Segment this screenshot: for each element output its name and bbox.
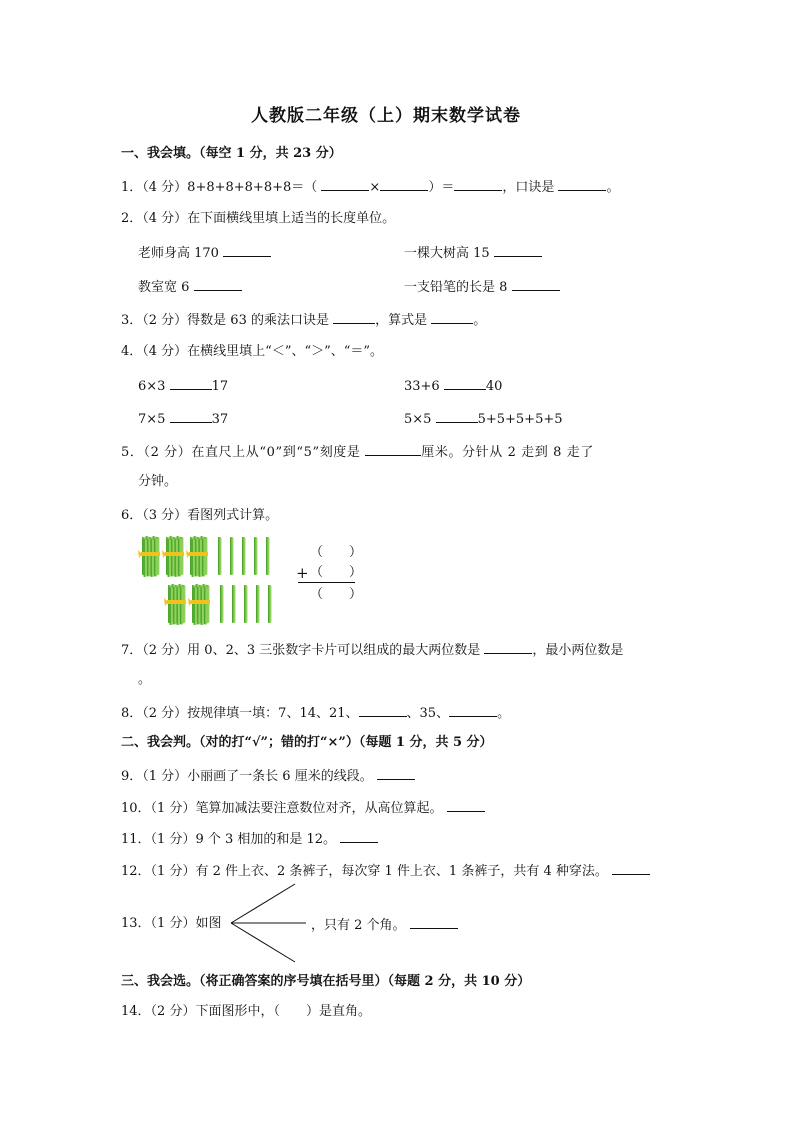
answer-blank[interactable] <box>340 830 378 843</box>
answer-blank[interactable] <box>377 767 415 780</box>
answer-blank[interactable] <box>558 178 606 191</box>
sum-line <box>298 582 355 583</box>
section-3-heading: 三、我会选。（将正确答案的序号填在括号里）（每题 2 分，共 10 分） <box>121 974 531 989</box>
q4-right: 17 <box>211 379 229 394</box>
q4-item <box>138 377 228 395</box>
q2-item <box>404 278 560 296</box>
paren-close: ） <box>349 545 363 560</box>
eq-row-1 <box>310 545 362 561</box>
q2-item-text: 老师身高 170 <box>138 246 219 261</box>
q4-left: 6×3 <box>138 379 166 394</box>
q4-left: 5×5 <box>404 412 432 427</box>
q8-prefix: 8．（2 分）按规律填一填：7、14、21、 <box>121 706 359 721</box>
answer-blank[interactable] <box>321 178 369 191</box>
q2-item <box>138 244 271 262</box>
question-6-stem: 6．（3 分）看图列式计算。 <box>121 508 279 523</box>
q1-times: × <box>369 180 381 195</box>
answer-blank[interactable] <box>333 311 375 324</box>
answer-blank[interactable] <box>365 443 421 456</box>
answer-blank[interactable] <box>612 862 650 875</box>
q4-right: 5+5+5+5+5 <box>477 412 563 427</box>
q7-text-b: ，最小两位数是 <box>532 643 624 658</box>
question-7-line2: 。 <box>138 672 152 687</box>
q3-mid: ，算式是 <box>375 313 428 328</box>
question-12 <box>121 862 650 880</box>
q2-item-text: 一棵大树高 15 <box>404 246 490 261</box>
eq-row-2 <box>310 565 362 581</box>
eq-row-3 <box>310 587 362 603</box>
answer-blank[interactable] <box>380 178 428 191</box>
answer-blank[interactable] <box>410 916 458 929</box>
q11-text: 11．（1 分）9 个 3 相加的和是 12。 <box>121 832 337 847</box>
q8-end: 。 <box>497 706 511 721</box>
q10-text: 10．（1 分）笔算加减法要注意数位对齐，从高位算起。 <box>121 801 443 816</box>
question-7-line1 <box>121 641 623 659</box>
ray-top <box>231 884 295 923</box>
question-5-line1 <box>121 443 594 461</box>
q12-text: 12．（1 分）有 2 件上衣、2 条裤子，每次穿 1 件上衣、1 条裤子，共有 4 种穿法。 <box>121 864 608 879</box>
question-13-prefix: 13．（1 分）如图 <box>121 916 222 931</box>
q4-right: 40 <box>485 379 503 394</box>
paren-open: （ <box>310 565 324 580</box>
q8-mid: 、35、 <box>406 706 450 721</box>
q4-left: 33+6 <box>404 379 440 394</box>
answer-blank[interactable] <box>454 178 502 191</box>
angle-figure <box>229 882 309 964</box>
question-13-suffix <box>311 916 458 934</box>
answer-blank[interactable] <box>447 799 485 812</box>
answer-blank[interactable] <box>170 410 212 423</box>
section-1-heading: 一、我会填。（每空 1 分，共 23 分） <box>121 146 342 161</box>
q1-mid: ）＝ <box>428 180 455 195</box>
q2-item <box>138 278 242 296</box>
q1-prefix: 1．（4 分）8+8+8+8+8+8＝（ <box>121 180 318 195</box>
q2-item <box>404 244 542 262</box>
q2-item-text: 一支铅笔的长是 8 <box>404 280 508 295</box>
bottom-row <box>164 584 271 625</box>
answer-blank[interactable] <box>194 278 242 291</box>
q5-text-a: 5．（2 分）在直尺上从“0”到“5”刻度是 <box>121 445 361 460</box>
q3-prefix: 3．（2 分）得数是 63 的乘法口诀是 <box>121 313 329 328</box>
question-10 <box>121 799 485 817</box>
q1-end: 。 <box>606 180 620 195</box>
answer-blank[interactable] <box>223 244 271 257</box>
q9-text: 9．（1 分）小丽画了一条长 6 厘米的线段。 <box>121 769 373 784</box>
q13-suffix-text: ，只有 2 个角。 <box>311 918 406 933</box>
paren-open: （ <box>310 587 324 602</box>
question-8 <box>121 704 510 722</box>
question-9 <box>121 767 415 785</box>
question-5-line2: 分钟。 <box>138 474 178 489</box>
answer-blank[interactable] <box>436 410 478 423</box>
paren-close: ） <box>349 565 363 580</box>
question-3 <box>121 311 486 329</box>
top-row <box>138 536 269 577</box>
q4-right: 37 <box>211 412 229 427</box>
answer-blank[interactable] <box>170 377 212 390</box>
q2-item-text: 教室宽 6 <box>138 280 190 295</box>
answer-blank[interactable] <box>444 377 486 390</box>
question-11 <box>121 830 378 848</box>
bundled-sticks-picture <box>136 532 286 626</box>
q4-left: 7×5 <box>138 412 166 427</box>
answer-blank[interactable] <box>494 244 542 257</box>
answer-blank[interactable] <box>484 641 532 654</box>
question-2-stem: 2．（4 分）在下面横线里填上适当的长度单位。 <box>121 211 396 226</box>
question-1 <box>121 178 620 196</box>
paren-close: ） <box>349 587 363 602</box>
q4-item <box>404 377 502 395</box>
ray-bottom <box>231 923 295 962</box>
question-14: 14．（2 分）下面图形中，（ ）是直角。 <box>121 1004 371 1019</box>
answer-blank[interactable] <box>431 311 473 324</box>
answer-blank[interactable] <box>359 704 407 717</box>
page-title: 人教版二年级（上）期末数学试卷 <box>251 106 521 126</box>
q5-text-b: 厘米。分针从 2 走到 8 走了 <box>421 445 594 460</box>
q4-item <box>404 410 563 428</box>
answer-blank[interactable] <box>512 278 560 291</box>
q1-koujue: ，口诀是 <box>502 180 555 195</box>
question-4-stem: 4．（4 分）在横线里填上“＜”、“＞”、“＝”。 <box>121 344 384 359</box>
answer-blank[interactable] <box>449 704 497 717</box>
q3-end: 。 <box>473 313 487 328</box>
plus-sign: + <box>296 564 309 582</box>
paren-open: （ <box>310 545 324 560</box>
section-2-heading: 二、我会判。（对的打“√”；错的打“×”）（每题 1 分，共 5 分） <box>121 735 493 750</box>
q4-item <box>138 410 228 428</box>
q7-text-a: 7．（2 分）用 0、2、3 三张数字卡片可以组成的最大两位数是 <box>121 643 481 658</box>
